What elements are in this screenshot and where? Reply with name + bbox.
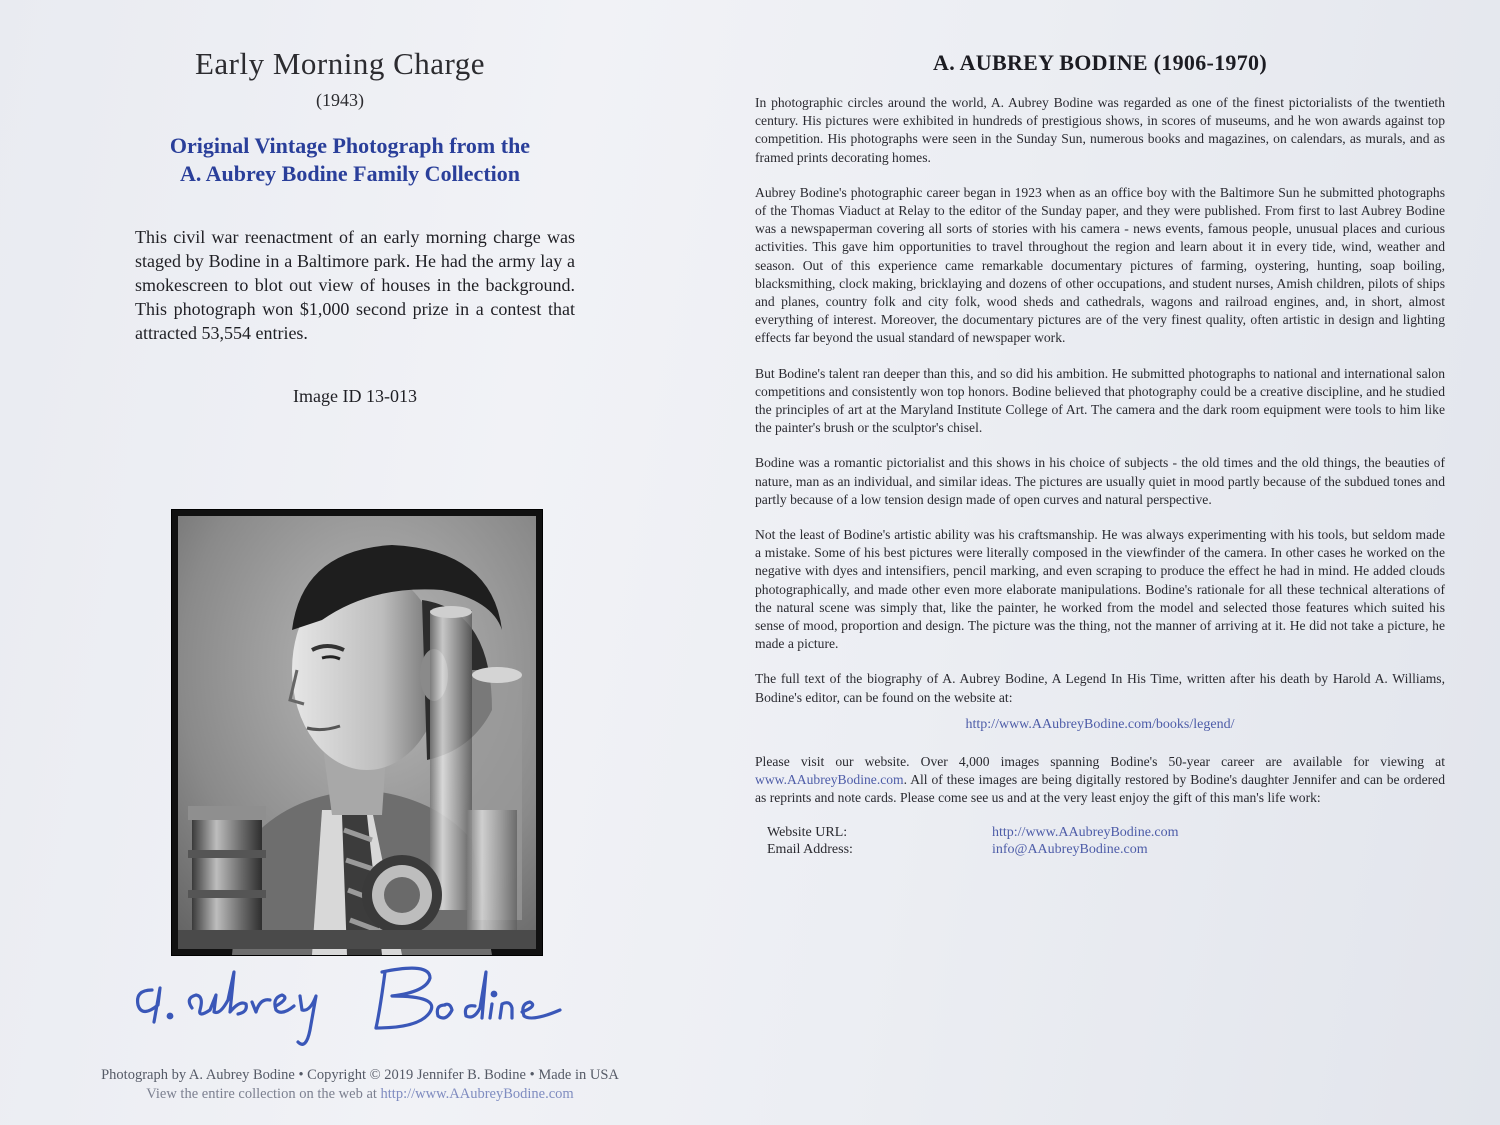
biography-text — [755, 94, 1445, 808]
footer-collection-line — [40, 1085, 680, 1104]
image-id: Image ID 13-013 — [293, 386, 417, 406]
legend-book-link[interactable]: http://www.AAubreyBodine.com/books/legend/ — [965, 716, 1235, 732]
signature — [130, 950, 580, 1060]
photo-year: (1943) — [316, 90, 364, 110]
biography-column — [755, 50, 1445, 858]
copyright-footer — [40, 1066, 680, 1104]
visit-website-link[interactable]: www.AAubreyBodine.com — [755, 772, 904, 788]
bio-paragraph-1: In photographic circles around the world, A. Aubrey Bodine was regarded as one of the finest pictorialists of the twentieth century. His pictures were exhibited in hundreds of prestigious shows, in scores of museums, and he won awards against top competition. His photographs were seen in the Sunday Sun, numerous books and magazines, on calendars, as murals, and as framed prints decorating homes. — [755, 95, 1445, 165]
portrait-photograph — [172, 510, 542, 955]
email-address-link[interactable]: info@AAubreyBodine.com — [992, 841, 1148, 857]
biography-heading: A. AUBREY BODINE (1906-1970) — [933, 50, 1267, 75]
bio-paragraph-2: Aubrey Bodine's photographic career began in 1923 when as an office boy with the Baltimore Sun he submitted photographs of the Thomas Viaduct at Relay to the editor of the Sunday paper, and they were published. From first to last Aubrey Bodine was a newspaperman covering all sorts of stories with his camera - news events, famous people, unusual places and curious activities. This gave him opportunities to travel throughout the region and learn about it in every tide, wind, weather and season. Out of this experience came remarkable documentary pictures of farming, oystering, hunting, soap boiling, blacksmithing, clock making, bricklaying and dozens of other occupations, and student nurses, Amish children, pilots of ships and planes, country folk and city folk, wood sheds and cathedrals, wagons and railroad engines, and, in short, almost everything of interest. Moreover, the documentary pictures are of the very finest quality, often artistic in design and lighting effects far beyond the usual standard of newspaper work. — [755, 184, 1445, 346]
contact-info — [755, 825, 1445, 858]
photo-description: This civil war reenactment of an early morning charge was staged by Bodine in a Baltimore park. He had the army lay a smokescreen to blot out view of houses in the background. This photograph won $1,000 second prize in a contest that attracted 53,554 entries. — [135, 227, 575, 343]
bio-paragraph-3: But Bodine's talent ran deeper than this, and so did his ambition. He submitted photographs to national and international salon competitions and consistently won top honors. Bodine believed that photography could be a creative discipline, and he studied the principles of art at the Maryland Institute College of Art. The camera and the dark room equipment were tools to him like the painter's brush or the sculptor's chisel. — [755, 365, 1445, 436]
website-label: Website URL: — [767, 824, 848, 840]
collection-subtitle — [120, 132, 580, 188]
bio-paragraph-5: Not the least of Bodine's artistic ability was his craftsmanship. He was always experimenting with his tools, but seldom made a mistake. Some of his best pictures were literally composed in the viewfinder of the camera. In other cases he worked on the negative with dyes and intensifiers, pencil marking, and even scraping to produce the effect he had in mind. He added clouds photographically, and made other even more elaborate manipulations. Bodine's rationale for all these technical alterations of the natural scene was simply that, like the painter, he worked from the model and selected those features which suited his sense of mood, proportion and design. The picture was the thing, not the manner of arriving at it. He did not take a picture, he made a picture. — [755, 527, 1445, 652]
footer-website-link[interactable]: http://www.AAubreyBodine.com — [380, 1086, 574, 1102]
bio-paragraph-4: Bodine was a romantic pictorialist and this shows in his choice of subjects - the old times and the old things, the beauties of nature, man as an individual, and similar ideas. The pictures are usually quiet in mood partly because of the subdued tones and partly because of a low tension design made of open curves and natural perspective. — [755, 455, 1445, 507]
footer-collection-text: View the entire collection on the web at — [146, 1086, 381, 1102]
email-label: Email Address: — [767, 841, 853, 857]
footer-copyright-line: Photograph by A. Aubrey Bodine • Copyright © 2019 Jennifer B. Bodine • Made in USA — [101, 1067, 619, 1083]
subtitle-line-2: A. Aubrey Bodine Family Collection — [180, 161, 520, 186]
bio-paragraph-6: The full text of the biography of A. Aubrey Bodine, A Legend In His Time, written after his death by Harold A. Williams, Bodine's editor, can be found on the website at: — [755, 671, 1445, 705]
website-url-link[interactable]: http://www.AAubreyBodine.com — [992, 824, 1179, 840]
visit-text-1: Please visit our website. Over 4,000 images spanning Bodine's 50-year career are available for viewing at — [755, 753, 1445, 769]
portrait-illustration — [172, 510, 542, 955]
subtitle-line-1: Original Vintage Photograph from the — [169, 133, 531, 158]
photo-title: Early Morning Charge — [194, 46, 486, 81]
signature-handwriting — [130, 950, 580, 1060]
visit-text-2: . All of these images are being digitally restored by Bodine's daughter Jennifer and can be ordered as reprints and note cards. Please come see us and at the very least enjoy the gift of this man's life work: — [755, 772, 1445, 806]
bio-paragraph-7 — [755, 753, 1445, 808]
